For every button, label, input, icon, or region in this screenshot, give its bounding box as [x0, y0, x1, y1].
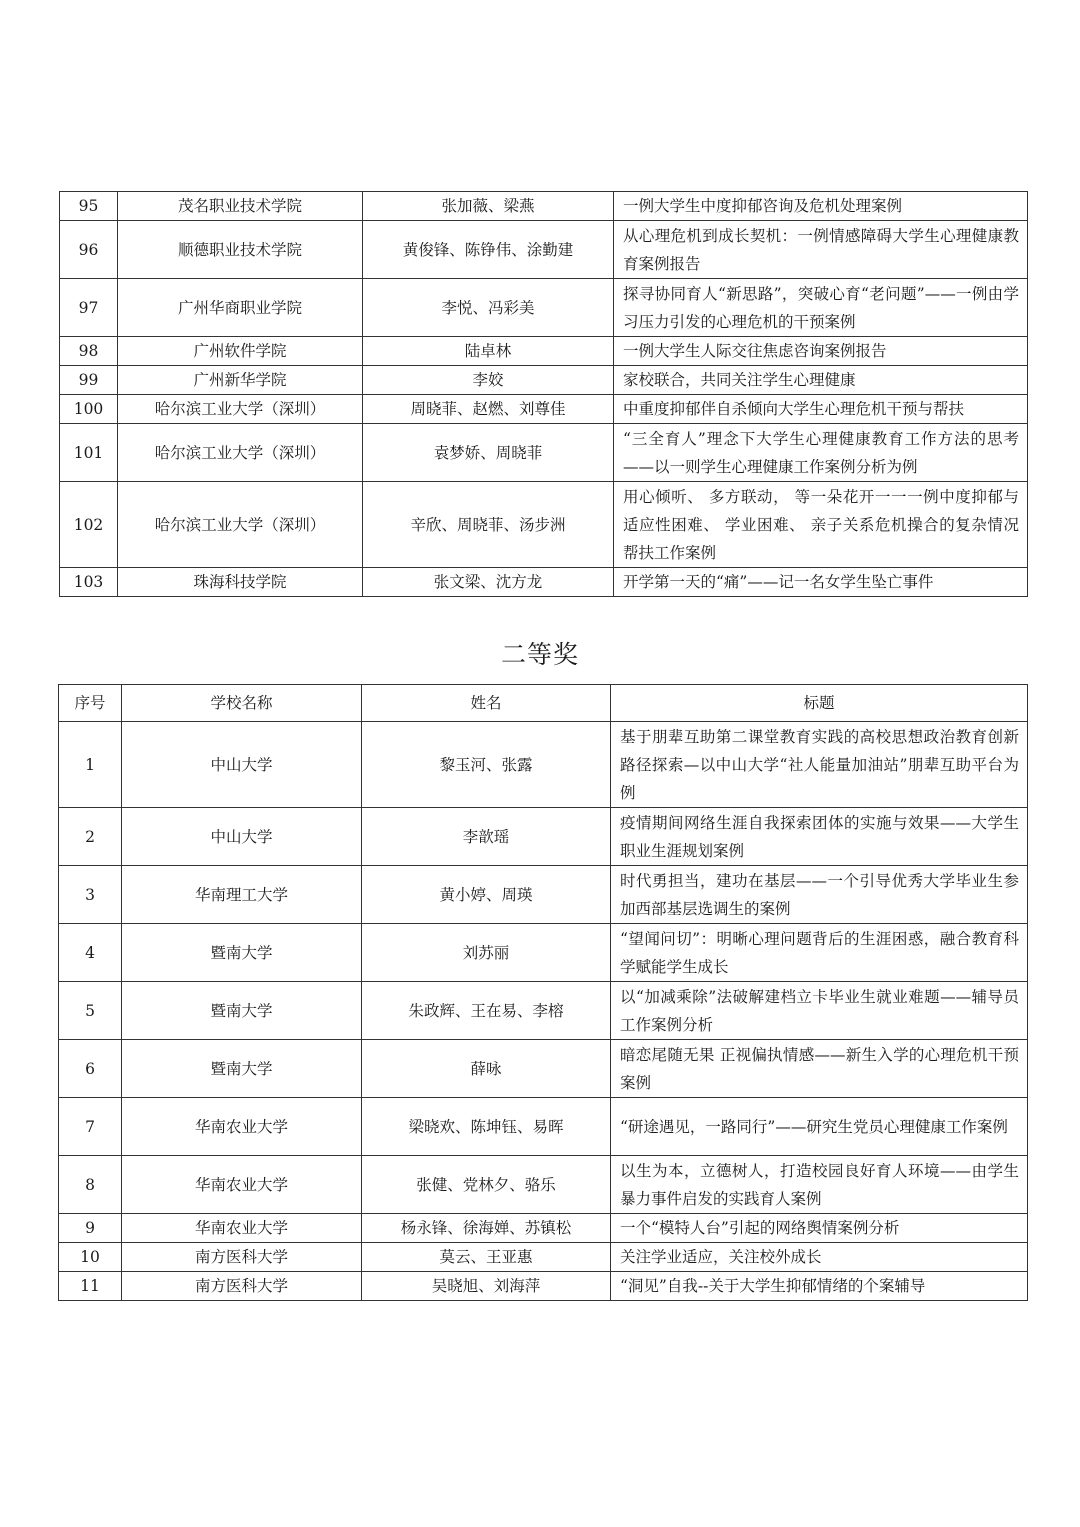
row-number: 1 [59, 722, 122, 808]
table-row [59, 808, 1028, 866]
table-row [59, 1243, 1028, 1272]
header-title: 标题 [611, 685, 1028, 722]
case-title: 基于朋辈互助第二课堂教育实践的高校思想政治教育创新路径探索—以中山大学“社人能量加油站”朋辈互助平台为例 [611, 722, 1028, 808]
table-row [59, 1098, 1028, 1156]
row-number: 2 [59, 808, 122, 866]
header-names: 姓名 [362, 685, 611, 722]
table-row [60, 279, 1028, 337]
author-names: 吴晓旭、刘海萍 [362, 1272, 611, 1301]
row-number: 98 [60, 337, 118, 366]
school-name: 哈尔滨工业大学（深圳） [118, 482, 363, 568]
author-names: 李姣 [363, 366, 614, 395]
author-names: 李歆瑶 [362, 808, 611, 866]
author-names: 陆卓林 [363, 337, 614, 366]
table-row [59, 1040, 1028, 1098]
table1-body [60, 192, 1028, 597]
case-title: 探寻协同育人“新思路”，突破心育“老问题”——一例由学习压力引发的心理危机的干预案例 [614, 279, 1028, 337]
table-row [59, 1156, 1028, 1214]
table-row [60, 395, 1028, 424]
case-title: “望闻问切”：明晰心理问题背后的生涯困惑，融合教育科学赋能学生成长 [611, 924, 1028, 982]
row-number: 10 [59, 1243, 122, 1272]
case-title: 用心倾听、 多方联动， 等一朵花开一一一例中度抑郁与适应性困难、 学业困难、 亲子关系危机操合的复杂情况帮扶工作案例 [614, 482, 1028, 568]
school-name: 南方医科大学 [122, 1272, 362, 1301]
school-name: 广州软件学院 [118, 337, 363, 366]
school-name: 暨南大学 [122, 924, 362, 982]
row-number: 101 [60, 424, 118, 482]
author-names: 杨永锋、徐海婵、苏镇松 [362, 1214, 611, 1243]
section-title-second-prize: 二等奖 [500, 640, 579, 669]
case-title: 以“加减乘除”法破解建档立卡毕业生就业难题——辅导员工作案例分析 [611, 982, 1028, 1040]
case-title: 疫情期间网络生涯自我探索团体的实施与效果——大学生职业生涯规划案例 [611, 808, 1028, 866]
table-row [59, 1214, 1028, 1243]
school-name: 茂名职业技术学院 [118, 192, 363, 221]
author-names: 黄俊锋、陈铮伟、涂勤建 [363, 221, 614, 279]
school-name: 华南理工大学 [122, 866, 362, 924]
school-name: 暨南大学 [122, 982, 362, 1040]
table-row [60, 221, 1028, 279]
row-number: 95 [60, 192, 118, 221]
case-title: 关注学业适应，关注校外成长 [611, 1243, 1028, 1272]
author-names: 薛咏 [362, 1040, 611, 1098]
author-names: 朱政辉、王在易、李榕 [362, 982, 611, 1040]
header-school: 学校名称 [122, 685, 362, 722]
case-title: 从心理危机到成长契机：一例情感障碍大学生心理健康教育案例报告 [614, 221, 1028, 279]
table-row [60, 424, 1028, 482]
row-number: 100 [60, 395, 118, 424]
row-number: 5 [59, 982, 122, 1040]
row-number: 8 [59, 1156, 122, 1214]
header-no: 序号 [59, 685, 122, 722]
table-row [60, 568, 1028, 597]
author-names: 辛欣、周晓菲、汤步洲 [363, 482, 614, 568]
row-number: 11 [59, 1272, 122, 1301]
table-row [60, 482, 1028, 568]
school-name: 顺德职业技术学院 [118, 221, 363, 279]
school-name: 中山大学 [122, 808, 362, 866]
author-names: 黎玉河、张露 [362, 722, 611, 808]
case-title: 中重度抑郁伴自杀倾向大学生心理危机干预与帮扶 [614, 395, 1028, 424]
author-names: 莫云、王亚惠 [362, 1243, 611, 1272]
school-name: 南方医科大学 [122, 1243, 362, 1272]
case-title: 以生为本，立德树人，打造校园良好育人环境——由学生暴力事件启发的实践育人案例 [611, 1156, 1028, 1214]
author-names: 张文梁、沈方龙 [363, 568, 614, 597]
row-number: 99 [60, 366, 118, 395]
author-names: 袁梦娇、周晓菲 [363, 424, 614, 482]
row-number: 4 [59, 924, 122, 982]
author-names: 李悦、冯彩美 [363, 279, 614, 337]
row-number: 9 [59, 1214, 122, 1243]
row-number: 96 [60, 221, 118, 279]
case-title: 开学第一天的“痛”——记一名女学生坠亡事件 [614, 568, 1028, 597]
author-names: 梁晓欢、陈坤钰、易晖 [362, 1098, 611, 1156]
table-row [60, 192, 1028, 221]
author-names: 张健、党林夕、骆乐 [362, 1156, 611, 1214]
table-header [59, 685, 1028, 722]
row-number: 97 [60, 279, 118, 337]
author-names: 黄小婷、周瑛 [362, 866, 611, 924]
case-title: 一例大学生人际交往焦虑咨询案例报告 [614, 337, 1028, 366]
school-name: 中山大学 [122, 722, 362, 808]
school-name: 哈尔滨工业大学（深圳） [118, 395, 363, 424]
school-name: 珠海科技学院 [118, 568, 363, 597]
table-row [59, 866, 1028, 924]
case-title: 一个“模特人台”引起的网络舆情案例分析 [611, 1214, 1028, 1243]
school-name: 华南农业大学 [122, 1098, 362, 1156]
school-name: 暨南大学 [122, 1040, 362, 1098]
school-name: 哈尔滨工业大学（深圳） [118, 424, 363, 482]
school-name: 华南农业大学 [122, 1214, 362, 1243]
second-prize-table [58, 684, 1028, 1301]
header-row [59, 685, 1028, 722]
author-names: 周晓菲、赵燃、刘尊佳 [363, 395, 614, 424]
table-row [59, 924, 1028, 982]
row-number: 3 [59, 866, 122, 924]
case-title: 一例大学生中度抑郁咨询及危机处理案例 [614, 192, 1028, 221]
table2-body [59, 722, 1028, 1301]
table-row [59, 722, 1028, 808]
case-title: “三全育人”理念下大学生心理健康教育工作方法的思考——以一则学生心理健康工作案例分析为例 [614, 424, 1028, 482]
table-row [60, 366, 1028, 395]
case-title: “洞见”自我--关于大学生抑郁情绪的个案辅导 [611, 1272, 1028, 1301]
row-number: 6 [59, 1040, 122, 1098]
school-name: 广州华商职业学院 [118, 279, 363, 337]
author-names: 刘苏丽 [362, 924, 611, 982]
school-name: 华南农业大学 [122, 1156, 362, 1214]
case-title: 家校联合，共同关注学生心理健康 [614, 366, 1028, 395]
award-table-continued [59, 191, 1028, 597]
author-names: 张加薇、梁燕 [363, 192, 614, 221]
case-title: 暗恋尾随无果 正视偏执情感——新生入学的心理危机干预案例 [611, 1040, 1028, 1098]
table-row [59, 982, 1028, 1040]
case-title: “研途遇见，一路同行”——研究生党员心理健康工作案例 [611, 1098, 1028, 1156]
table-row [60, 337, 1028, 366]
row-number: 102 [60, 482, 118, 568]
row-number: 103 [60, 568, 118, 597]
school-name: 广州新华学院 [118, 366, 363, 395]
case-title: 时代勇担当，建功在基层——一个引导优秀大学毕业生参加西部基层选调生的案例 [611, 866, 1028, 924]
row-number: 7 [59, 1098, 122, 1156]
table-row [59, 1272, 1028, 1301]
